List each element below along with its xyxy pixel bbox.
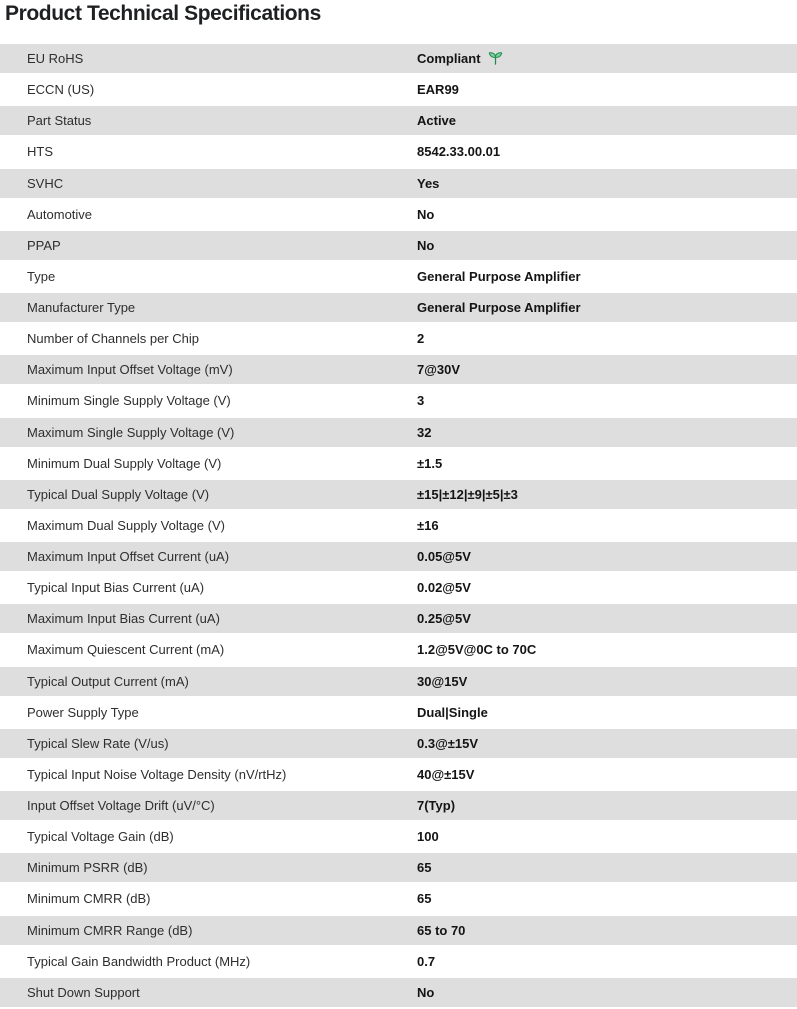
spec-row: [0, 604, 797, 635]
spec-value-wrap: [417, 207, 434, 222]
leaf-icon: [488, 51, 503, 66]
spec-row: [0, 449, 797, 480]
spec-row: [0, 418, 797, 449]
spec-value: 0.02@5V: [417, 580, 471, 596]
spec-value: Yes: [417, 175, 440, 191]
spec-value-wrap: [417, 580, 471, 595]
spec-table: [0, 44, 797, 1009]
spec-value: 0.25@5V: [417, 611, 471, 627]
spec-row: [0, 386, 797, 417]
spec-row: [0, 262, 797, 293]
spec-value-wrap: [417, 674, 467, 689]
spec-row: [0, 75, 797, 106]
spec-label: Minimum CMRR (dB): [27, 891, 151, 907]
spec-label: Maximum Input Bias Current (uA): [27, 611, 220, 627]
spec-value: ±15|±12|±9|±5|±3: [417, 486, 518, 502]
spec-row: [0, 106, 797, 137]
spec-value-wrap: [417, 954, 435, 969]
spec-value: 0.05@5V: [417, 549, 471, 565]
spec-row: [0, 760, 797, 791]
spec-value: Dual|Single: [417, 704, 488, 720]
spec-label: Typical Input Bias Current (uA): [27, 580, 205, 596]
spec-value-wrap: [417, 113, 456, 128]
spec-label: Minimum Dual Supply Voltage (V): [27, 455, 222, 471]
spec-value-wrap: [417, 144, 500, 159]
spec-row: [0, 169, 797, 200]
spec-value: 65: [417, 891, 432, 907]
spec-row: [0, 355, 797, 386]
spec-value-wrap: [417, 985, 434, 1000]
spec-value: 0.3@±15V: [417, 735, 479, 751]
spec-value-wrap: [417, 798, 455, 813]
spec-label: EU RoHS: [27, 51, 84, 67]
spec-value-wrap: [417, 425, 431, 440]
spec-value-wrap: [417, 51, 503, 66]
spec-value: Compliant: [417, 51, 481, 67]
spec-label: Maximum Single Supply Voltage (V): [27, 424, 235, 440]
spec-label: ECCN (US): [27, 82, 95, 98]
spec-label: Automotive: [27, 206, 93, 222]
spec-row: [0, 200, 797, 231]
spec-value: 65 to 70: [417, 922, 466, 938]
spec-label: SVHC: [27, 175, 64, 191]
spec-label: Number of Channels per Chip: [27, 331, 199, 347]
spec-value: No: [417, 984, 435, 1000]
spec-label: Power Supply Type: [27, 704, 139, 720]
spec-value-wrap: [417, 269, 581, 284]
spec-label: Maximum Input Offset Current (uA): [27, 549, 230, 565]
spec-row: [0, 44, 797, 75]
spec-row: [0, 231, 797, 262]
spec-value-wrap: [417, 549, 471, 564]
spec-row: [0, 947, 797, 978]
page-title: Product Technical Specifications: [5, 2, 321, 25]
spec-row: [0, 542, 797, 573]
spec-value: ±16: [417, 517, 439, 533]
spec-value-wrap: [417, 300, 581, 315]
spec-value: No: [417, 237, 435, 253]
spec-label: Manufacturer Type: [27, 300, 136, 316]
spec-label: PPAP: [27, 237, 61, 253]
spec-row: [0, 698, 797, 729]
spec-value: 3: [417, 393, 425, 409]
spec-label: Input Offset Voltage Drift (uV/°C): [27, 798, 215, 814]
spec-value: 0.7: [417, 953, 436, 969]
spec-label: Typical Input Noise Voltage Density (nV/rtHz): [27, 766, 287, 782]
spec-value: 1.2@5V@0C to 70C: [417, 642, 537, 658]
spec-label: HTS: [27, 144, 53, 160]
spec-value: No: [417, 206, 435, 222]
spec-label: Typical Voltage Gain (dB): [27, 829, 174, 845]
spec-row: [0, 822, 797, 853]
spec-label: Type: [27, 268, 56, 284]
spec-label: Maximum Dual Supply Voltage (V): [27, 517, 225, 533]
spec-value-wrap: [417, 829, 439, 844]
spec-label: Maximum Quiescent Current (mA): [27, 642, 225, 658]
spec-row: [0, 916, 797, 947]
spec-value-wrap: [417, 923, 465, 938]
spec-value-wrap: [417, 331, 424, 346]
spec-row: [0, 137, 797, 168]
spec-label: Minimum CMRR Range (dB): [27, 922, 193, 938]
spec-label: Typical Gain Bandwidth Product (MHz): [27, 953, 251, 969]
spec-value: 2: [417, 331, 425, 347]
spec-value-wrap: [417, 82, 459, 97]
spec-row: [0, 978, 797, 1009]
spec-row: [0, 573, 797, 604]
spec-row: [0, 791, 797, 822]
spec-label: Typical Dual Supply Voltage (V): [27, 486, 210, 502]
spec-row: [0, 667, 797, 698]
spec-value-wrap: [417, 705, 488, 720]
spec-row: [0, 884, 797, 915]
spec-value-wrap: [417, 860, 431, 875]
spec-row: [0, 853, 797, 884]
spec-row: [0, 480, 797, 511]
spec-row: [0, 293, 797, 324]
spec-row: [0, 635, 797, 666]
spec-value-wrap: [417, 362, 460, 377]
spec-label: Typical Output Current (mA): [27, 673, 189, 689]
spec-label: Part Status: [27, 113, 92, 129]
spec-value-wrap: [417, 767, 474, 782]
spec-value: EAR99: [417, 82, 459, 98]
spec-value-wrap: [417, 487, 518, 502]
spec-value-wrap: [417, 642, 536, 657]
spec-value-wrap: [417, 518, 439, 533]
spec-label: Maximum Input Offset Voltage (mV): [27, 362, 233, 378]
spec-value-wrap: [417, 238, 434, 253]
spec-value-wrap: [417, 176, 439, 191]
spec-value-wrap: [417, 393, 424, 408]
spec-value: 40@±15V: [417, 766, 475, 782]
spec-row: [0, 511, 797, 542]
spec-value: General Purpose Amplifier: [417, 300, 581, 316]
spec-value-wrap: [417, 456, 442, 471]
spec-value: 8542.33.00.01: [417, 144, 501, 160]
spec-value: 7@30V: [417, 362, 461, 378]
spec-value: 30@15V: [417, 673, 468, 689]
spec-value: 32: [417, 424, 432, 440]
spec-value: ±1.5: [417, 455, 443, 471]
spec-label: Shut Down Support: [27, 984, 140, 1000]
spec-value: 65: [417, 860, 432, 876]
spec-label: Typical Slew Rate (V/us): [27, 735, 169, 751]
spec-value-wrap: [417, 736, 478, 751]
spec-value: 7(Typ): [417, 798, 456, 814]
spec-value-wrap: [417, 891, 431, 906]
spec-value: Active: [417, 113, 457, 129]
spec-row: [0, 729, 797, 760]
spec-value-wrap: [417, 611, 471, 626]
spec-label: Minimum PSRR (dB): [27, 860, 148, 876]
spec-label: Minimum Single Supply Voltage (V): [27, 393, 231, 409]
spec-value: 100: [417, 829, 439, 845]
spec-row: [0, 324, 797, 355]
spec-value: General Purpose Amplifier: [417, 268, 581, 284]
